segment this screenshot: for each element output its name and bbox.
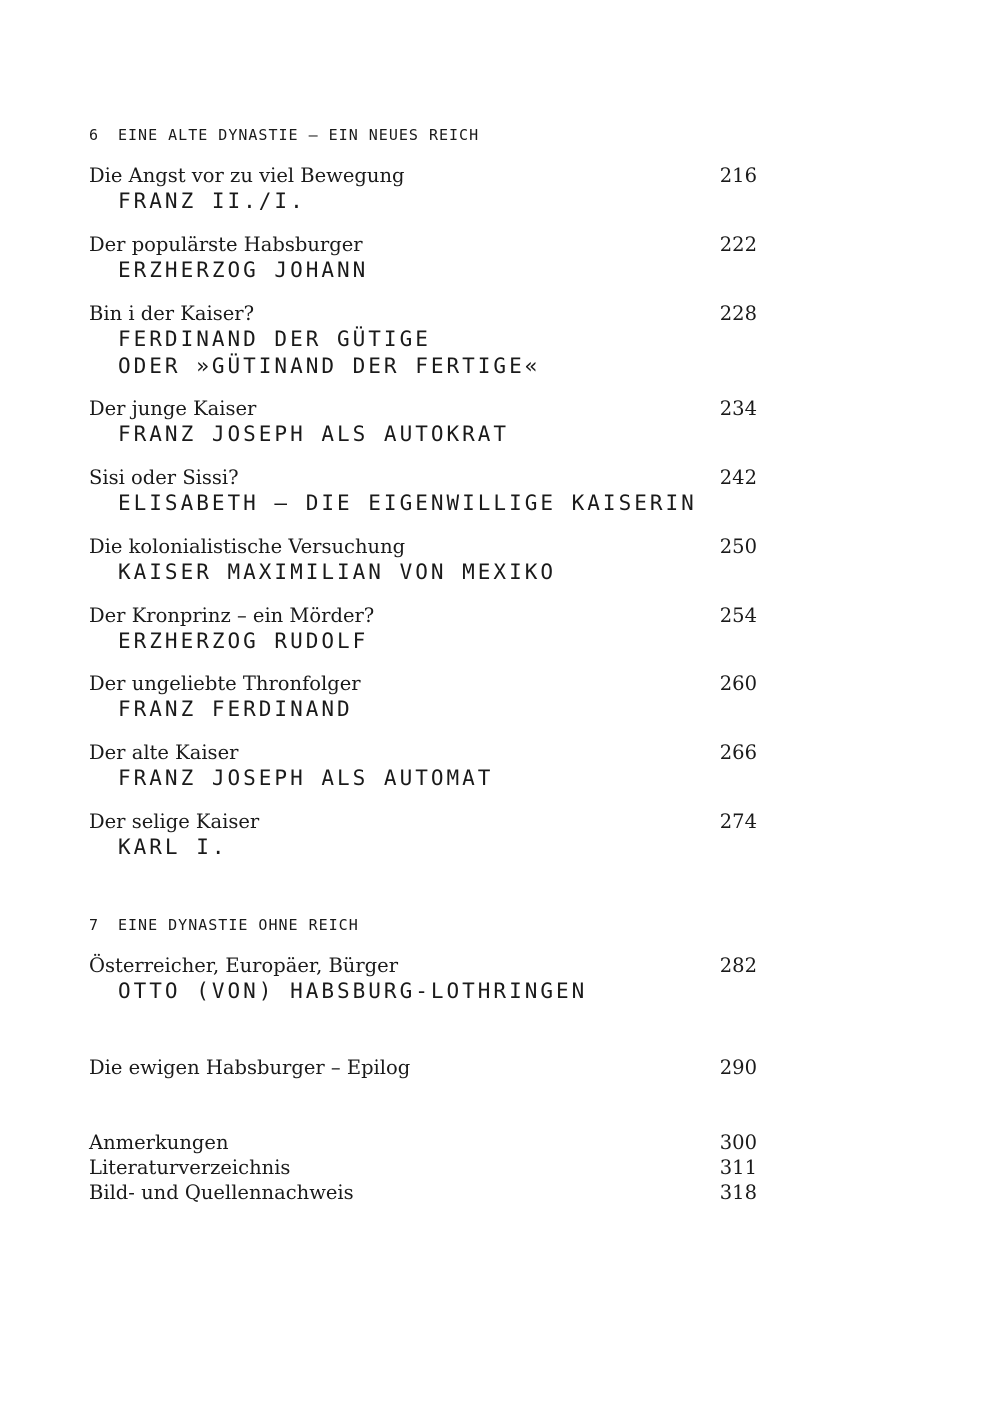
entry-page-number: 260 <box>719 672 757 695</box>
toc-entry[interactable] <box>89 233 757 284</box>
entry-title: Die Angst vor zu viel Bewegung <box>89 164 405 187</box>
toc-entry[interactable] <box>89 302 757 380</box>
entry-subtitle: FRANZ JOSEPH ALS AUTOMAT <box>118 766 494 790</box>
entry-page-number: 282 <box>719 954 757 977</box>
entry-title: Die kolonialistische Versuchung <box>89 535 406 558</box>
toc-entry[interactable] <box>89 164 757 215</box>
entry-title: Österreicher, Europäer, Bürger <box>89 954 399 977</box>
entry-subtitle: KAISER MAXIMILIAN VON MEXIKO <box>118 560 557 584</box>
toc-entry-appendix[interactable] <box>89 1156 757 1180</box>
toc-entry-epilog[interactable] <box>89 1056 757 1080</box>
entry-page-number: 228 <box>719 302 757 325</box>
entry-title: Bin i der Kaiser? <box>89 302 255 325</box>
part-heading <box>89 916 757 934</box>
entry-title: Der junge Kaiser <box>89 397 257 420</box>
entry-subtitle: ODER »GÜTINAND DER FERTIGE« <box>118 354 541 378</box>
entry-subtitle: KARL I. <box>118 835 228 859</box>
entry-page-number: 234 <box>719 397 757 420</box>
toc-entry[interactable] <box>89 741 757 792</box>
entry-page-number: 242 <box>719 466 757 489</box>
entry-title: Literaturverzeichnis <box>89 1156 291 1179</box>
toc-entry[interactable] <box>89 466 757 517</box>
entry-subtitle: ELISABETH – DIE EIGENWILLIGE KAISERIN <box>118 491 697 515</box>
entry-page-number: 250 <box>719 535 757 558</box>
entry-page-number: 222 <box>719 233 757 256</box>
entry-page-number: 290 <box>719 1056 757 1079</box>
entry-subtitle: FRANZ JOSEPH ALS AUTOKRAT <box>118 422 510 446</box>
toc-entry[interactable] <box>89 810 757 861</box>
entry-page-number: 274 <box>719 810 757 833</box>
toc-entry-appendix[interactable] <box>89 1131 757 1155</box>
entry-page-number: 300 <box>719 1131 757 1154</box>
part-title: EINE ALTE DYNASTIE – EIN NEUES REICH <box>118 126 480 144</box>
toc-entry-appendix[interactable] <box>89 1181 757 1205</box>
part-heading <box>89 126 757 144</box>
entry-title: Die ewigen Habsburger – Epilog <box>89 1056 411 1079</box>
toc-entry[interactable] <box>89 397 757 448</box>
entry-page-number: 318 <box>719 1181 757 1204</box>
part-title: EINE DYNASTIE OHNE REICH <box>118 916 359 934</box>
entry-page-number: 254 <box>719 604 757 627</box>
toc-entry[interactable] <box>89 604 757 655</box>
part-number: 7 <box>89 916 100 934</box>
entry-subtitle: ERZHERZOG RUDOLF <box>118 629 369 653</box>
entry-title: Sisi oder Sissi? <box>89 466 239 489</box>
toc-entry[interactable] <box>89 672 757 723</box>
entry-subtitle: FRANZ II./I. <box>118 189 306 213</box>
entry-page-number: 311 <box>719 1156 757 1179</box>
entry-page-number: 216 <box>719 164 757 187</box>
entry-subtitle: OTTO (VON) HABSBURG-LOTHRINGEN <box>118 979 588 1003</box>
part-number: 6 <box>89 126 100 144</box>
toc-entry[interactable] <box>89 954 757 1005</box>
entry-title: Der populärste Habsburger <box>89 233 363 256</box>
entry-title: Bild- und Quellennachweis <box>89 1181 354 1204</box>
entry-title: Anmerkungen <box>89 1131 229 1154</box>
entry-title: Der Kronprinz – ein Mörder? <box>89 604 375 627</box>
entry-subtitle: FRANZ FERDINAND <box>118 697 353 721</box>
entry-title: Der selige Kaiser <box>89 810 260 833</box>
entry-title: Der alte Kaiser <box>89 741 239 764</box>
entry-subtitle: FERDINAND DER GÜTIGE <box>118 327 431 351</box>
toc-entry[interactable] <box>89 535 757 586</box>
entry-subtitle: ERZHERZOG JOHANN <box>118 258 369 282</box>
entry-page-number: 266 <box>719 741 757 764</box>
entry-title: Der ungeliebte Thronfolger <box>89 672 361 695</box>
